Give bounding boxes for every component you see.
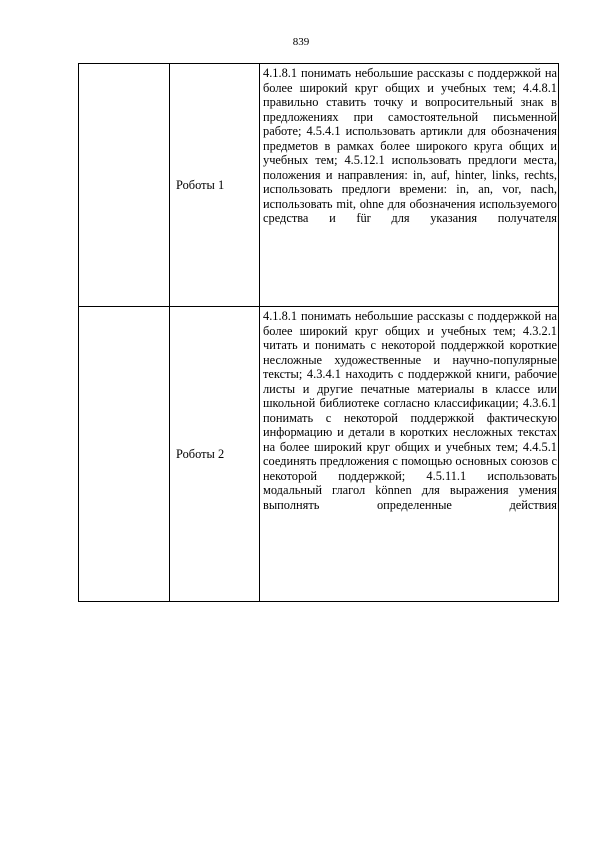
- empty-cell: [79, 64, 170, 307]
- empty-cell: [79, 307, 170, 602]
- row-label: Роботы 2: [170, 307, 260, 602]
- curriculum-table: [78, 63, 559, 602]
- objectives-text: 4.1.8.1 понимать небольшие рассказы с поддержкой на более широкий круг общих и учебных тем; 4.4.8.1 правильно ставить точку и вопросительный знак в предложениях при самостоятельной письменной работе; 4.5.4.1 использовать артикли для обозначения предметов в рамках более широкого круга общих и учебных тем; 4.5.12.1 использовать предлоги места, положения и направления: in, auf, hinter, links, rechts, использовать предлоги времени: in, an, vor, nach, использовать mit, ohne для обозначения используемого средства и für для указания получателя: [260, 64, 559, 307]
- objectives-text: 4.1.8.1 понимать небольшие рассказы с поддержкой на более широкий круг общих и учебных тем; 4.3.2.1 читать и понимать с некоторой поддержкой короткие несложные художественные и научно-популярные тексты; 4.3.4.1 находить с поддержкой книги, рабочие листы и другие печатные материалы в классе или школьной библиотеке согласно классификации; 4.3.6.1 понимать с некоторой поддержкой фактическую информацию и детали в коротких несложных текстах на более широкий круг общих и учебных тем; 4.4.5.1 соединять предложения с помощью основных союзов с некоторой поддержкой; 4.5.11.1 использовать модальный глагол können для выражения умения выполнять определенные действия: [260, 307, 559, 602]
- page-number: 839: [292, 36, 310, 48]
- row-label: Роботы 1: [170, 64, 260, 307]
- table-row: [79, 307, 559, 602]
- table-row: [79, 64, 559, 307]
